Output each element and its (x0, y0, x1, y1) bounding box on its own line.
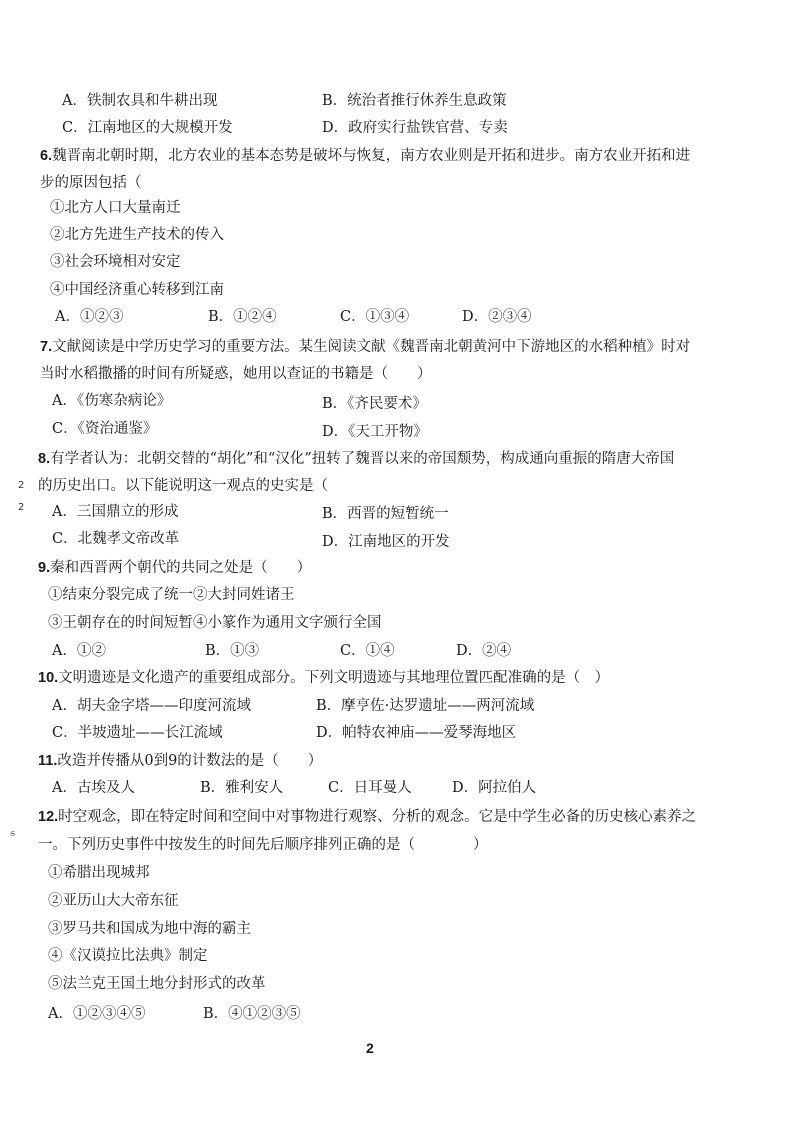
q6-item-2: ②北方先进生产技术的传入 (50, 227, 224, 243)
q12-stem-line2: 一。下列历史事件中按发生的时间先后顺序排列正确的是（ ） (38, 837, 488, 853)
q10-option-a: A．胡夫金字塔——印度河流域 (52, 698, 251, 714)
q5-option-a: A．铁制农具和牛耕出现 (62, 93, 218, 109)
q11-option-b: B．雅利安人 (200, 780, 284, 796)
q7-stem-line2: 当时水稻撒播的时间有所疑惑，她用以查证的书籍是（ ） (40, 366, 432, 382)
q8-option-d: D．江南地区的开发 (322, 534, 450, 550)
q6-option-b: B．①②④ (208, 309, 277, 325)
q6-option-d: D．②③④ (462, 309, 532, 325)
q10-option-d: D．帕特农神庙——爱琴海地区 (316, 725, 517, 741)
q5-option-d: D．政府实行盐铁官营、专卖 (322, 120, 508, 136)
q7-option-c: C．《资治通鉴》 (52, 421, 158, 437)
q5-option-b: B．统治者推行休养生息政策 (322, 93, 507, 109)
q8-stem-line1: 8.有学者认为：北朝交替的“胡化”和“汉化”扭转了魏晋以来的帝国颓势，构成通向重振的隋唐大帝国 (38, 451, 675, 467)
q6-option-a: A．①②③ (55, 309, 124, 325)
q9-item-1: ①结束分裂完成了统一②大封同姓诸王 (48, 587, 295, 603)
q6-item-4: ④中国经济重心转移到江南 (50, 282, 224, 298)
q12-option-b: B．④①②③⑤ (203, 1006, 301, 1022)
q9-option-b: B．①③ (205, 643, 260, 659)
q9-item-2: ③王朝存在的时间短暂④小篆作为通用文字颁行全国 (48, 615, 382, 631)
q7-stem-line1: 7.文献阅读是中学历史学习的重要方法。某生阅读文献《魏晋南北朝黄河中下游地区的水稻种植》时对 (40, 339, 691, 355)
q6-stem-line1: 6.魏晋南北朝时期，北方农业的基本态势是破坏与恢复，南方农业则是开拓和进步。南方农业开拓和进 (40, 148, 691, 164)
margin-mark: 2 (18, 480, 25, 491)
q10-stem: 10.文明遗迹是文化遗产的重要组成部分。下列文明遗迹与其地理位置匹配准确的是（ ） (38, 670, 610, 686)
q9-option-a: A．①② (52, 643, 106, 659)
q12-item-5: ⑤法兰克王国土地分封形式的改革 (48, 976, 266, 992)
q8-stem-line2: 的历史出口。以下能说明这一观点的史实是（ (38, 478, 328, 494)
q9-stem: 9.秦和西晋两个朝代的共同之处是（ ） (38, 560, 312, 576)
q6-number: 6. (40, 148, 53, 164)
q7-option-d: D．《天工开物》 (322, 424, 428, 440)
q12-number: 12. (38, 809, 59, 825)
q6-stem-line2: 步的原因包括（ (40, 175, 142, 191)
q12-stem-line1: 12.时空观念，即在特定时间和空间中对事物进行观察、分析的观念。它是中学生必备的历史核心素养之 (38, 809, 697, 825)
q7-number: 7. (40, 339, 53, 355)
q11-stem: 11.改造并传播从0到9的计数法的是（ ） (38, 753, 323, 769)
q7-option-b: B．《齐民要术》 (322, 396, 427, 412)
q11-option-a: A．古埃及人 (52, 780, 135, 796)
q6-item-3: ③社会环境相对安定 (50, 254, 181, 270)
q12-option-a: A．①②③④⑤ (48, 1006, 146, 1022)
q6-item-1: ①北方人口大量南迁 (50, 200, 181, 216)
q10-option-c: C．半坡遗址——长江流域 (52, 725, 223, 741)
q12-item-4: ④《汉谟拉比法典》制定 (48, 948, 208, 964)
q9-number: 9. (38, 560, 51, 576)
q12-item-3: ③罗马共和国成为地中海的霸主 (48, 921, 251, 937)
q11-option-c: C．日耳曼人 (328, 780, 412, 796)
margin-mark: ಽ (10, 828, 16, 839)
q11-number: 11. (38, 753, 58, 769)
q8-number: 8. (38, 451, 51, 467)
q12-item-2: ②亚历山大大帝东征 (48, 893, 179, 909)
page-number: 2 (366, 1040, 374, 1056)
q12-item-1: ①希腊出现城邦 (48, 865, 150, 881)
q6-option-c: C．①③④ (340, 309, 410, 325)
q10-number: 10. (38, 670, 59, 686)
q8-option-c: C．北魏孝文帝改革 (52, 531, 180, 547)
q11-option-d: D．阿拉伯人 (452, 780, 537, 796)
q9-option-c: C．①④ (340, 643, 395, 659)
q9-option-d: D．②④ (456, 643, 512, 659)
q8-option-a: A．三国鼎立的形成 (52, 504, 179, 520)
q5-option-c: C．江南地区的大规模开发 (62, 120, 233, 136)
q7-option-a: A．《伤寒杂病论》 (52, 393, 172, 409)
q10-option-b: B．摩亨佐·达罗遗址——两河流域 (316, 698, 535, 714)
q8-option-b: B．西晋的短暂统一 (322, 506, 449, 522)
margin-mark: 2 (18, 502, 25, 513)
